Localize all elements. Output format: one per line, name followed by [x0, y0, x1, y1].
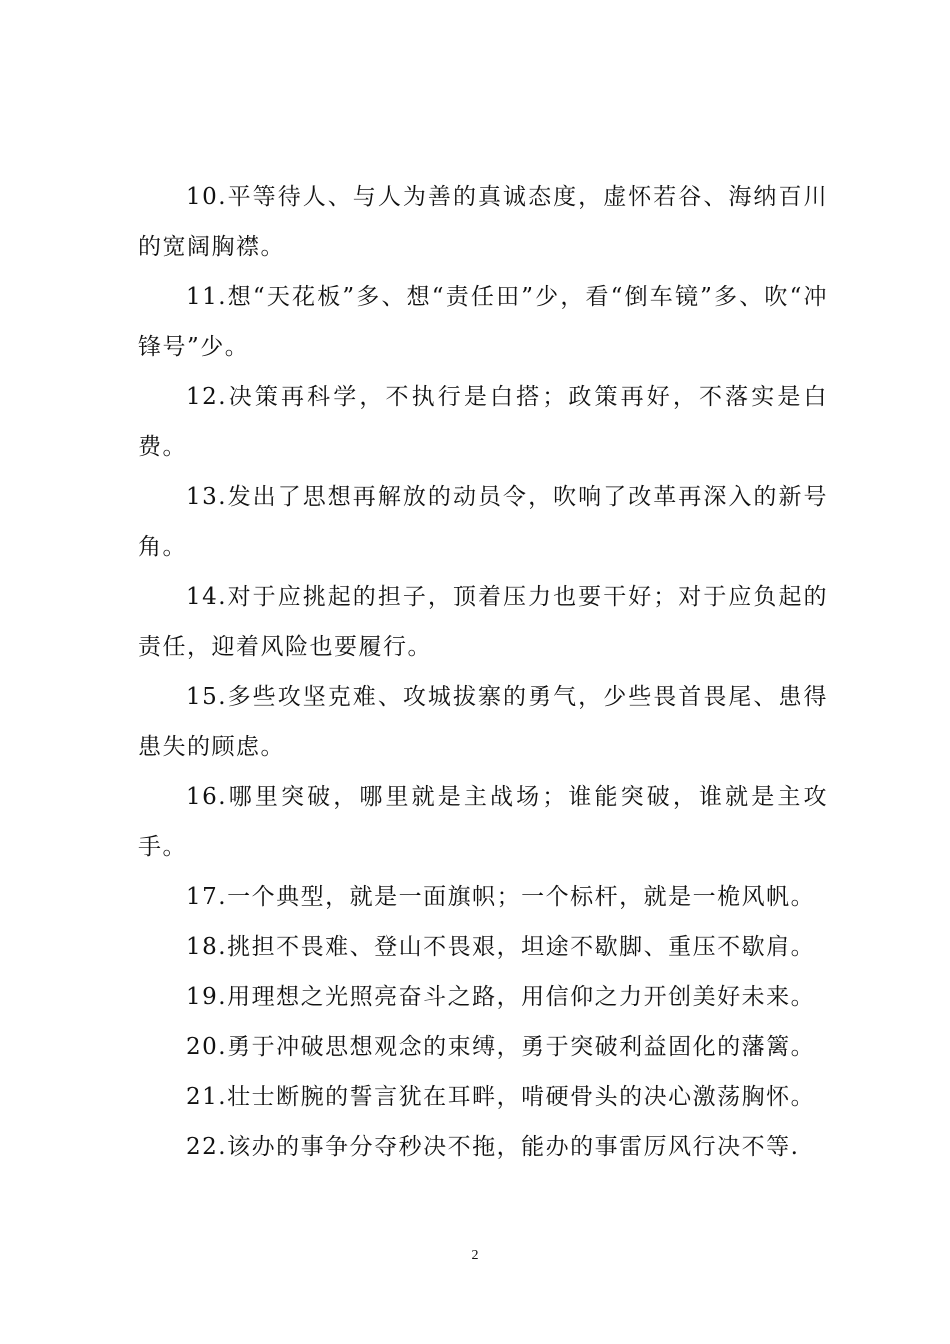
- paragraph-20: 20.勇于冲破思想观念的束缚，勇于突破利益固化的藩篱。: [186, 1034, 816, 1060]
- paragraph-12: 12.决策再科学，不执行是白搭；政策再好，不落实是白费。: [138, 384, 828, 460]
- paragraph-19: 19.用理想之光照亮奋斗之路，用信仰之力开创美好未来。: [186, 984, 816, 1010]
- paragraph-14: 14.对于应挑起的担子，顶着压力也要干好；对于应负起的责任，迎着风险也要履行。: [138, 584, 828, 660]
- page-number: 2: [471, 1248, 479, 1263]
- paragraph-11: 11.想“天花板”多、想“责任田”少，看“倒车镜”多、吹“冲锋号”少。: [138, 284, 828, 360]
- paragraph-22: 22.该办的事争分夺秒决不拖，能办的事雷厉风行决不等.: [186, 1134, 800, 1160]
- paragraph-18: 18.挑担不畏难、登山不畏艰，坦途不歇脚、重压不歇肩。: [186, 934, 816, 960]
- paragraph-10: 10.平等待人、与人为善的真诚态度，虚怀若谷、海纳百川的宽阔胸襟。: [138, 184, 828, 260]
- paragraph-13: 13.发出了思想再解放的动员令，吹响了改革再深入的新号角。: [138, 484, 828, 560]
- document-body: [138, 172, 828, 1172]
- paragraph-15: 15.多些攻坚克难、攻城拔寨的勇气，少些畏首畏尾、患得患失的顾虑。: [138, 684, 828, 760]
- paragraph-21: 21.壮士断腕的誓言犹在耳畔，啃硬骨头的决心激荡胸怀。: [186, 1084, 816, 1110]
- paragraph-16: 16.哪里突破，哪里就是主战场；谁能突破，谁就是主攻手。: [138, 784, 828, 860]
- paragraph-17: 17.一个典型，就是一面旗帜；一个标杆，就是一桅风帆。: [186, 884, 816, 910]
